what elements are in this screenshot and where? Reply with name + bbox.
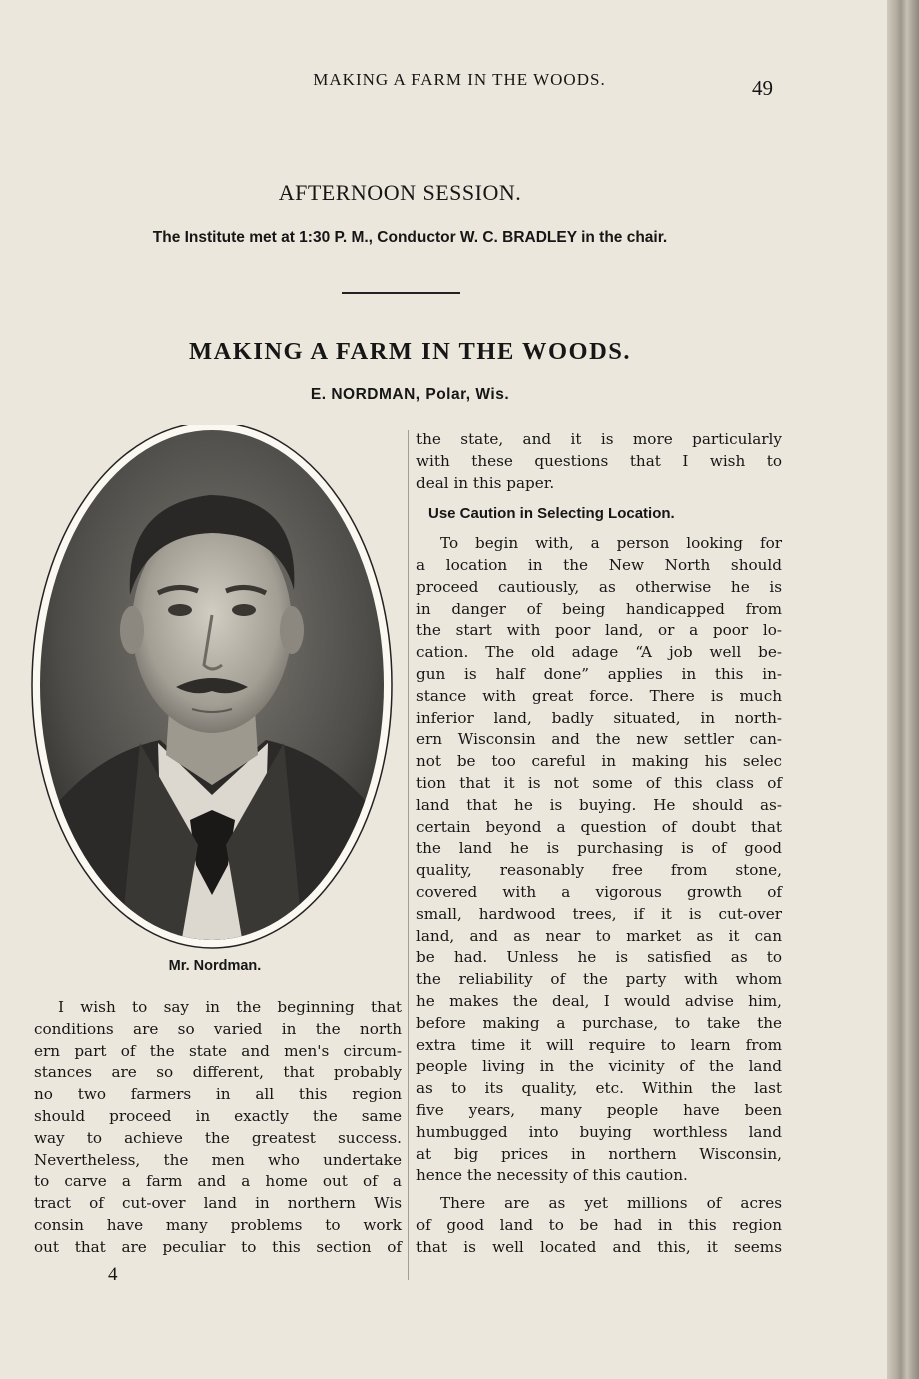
text-line: stance with great force. There is much bbox=[416, 686, 782, 705]
text-line: the reliability of the party with whom bbox=[416, 970, 782, 989]
text-line: he makes the deal, I would advise him, bbox=[416, 991, 782, 1010]
text-line: the state, and it is more particularly bbox=[416, 430, 782, 448]
text-line: humbugged into buying worthless land bbox=[416, 1122, 782, 1141]
portrait-photo bbox=[30, 425, 400, 950]
text-line: a location in the New North should bbox=[416, 555, 782, 574]
text-line: at big prices in northern Wisconsin, bbox=[416, 1144, 782, 1163]
text-line: people living in the vicinity of the land bbox=[416, 1057, 782, 1076]
text-line: to carve a farm and a home out of a bbox=[34, 1172, 402, 1191]
article-title: MAKING A FARM IN THE WOODS. bbox=[188, 338, 632, 365]
text-line: be had. Unless he is satisfied as to bbox=[416, 948, 782, 967]
section-rule bbox=[342, 292, 460, 294]
text-line: before making a purchase, to take the bbox=[416, 1013, 782, 1032]
right-column bbox=[416, 429, 782, 1258]
left-column bbox=[34, 997, 402, 1259]
text-line: the start with poor land, or a poor lo- bbox=[416, 621, 782, 640]
session-note: The Institute met at 1:30 P. M., Conductor W. C. BRADLEY in the chair. bbox=[152, 229, 668, 246]
text-line: inferior land, badly situated, in north- bbox=[416, 708, 782, 727]
text-line: consin have many problems to work bbox=[34, 1215, 402, 1234]
session-title: AFTERNOON SESSION. bbox=[278, 180, 522, 205]
text-line: stances are so different, that probably bbox=[34, 1063, 402, 1082]
text-line: with these questions that I wish to bbox=[416, 451, 782, 470]
running-head: MAKING A FARM IN THE WOODS. bbox=[313, 70, 606, 89]
signature-folio: 4 bbox=[108, 1264, 118, 1285]
text-line: deal in this paper. bbox=[416, 473, 555, 492]
text-line: in danger of being handicapped from bbox=[416, 599, 782, 618]
text-line: should proceed in exactly the same bbox=[34, 1106, 402, 1125]
text-line: out that are peculiar to this section of bbox=[34, 1237, 402, 1256]
text-line: covered with a vigorous growth of bbox=[416, 882, 782, 901]
text-line: proceed cautiously, as otherwise he is bbox=[416, 577, 782, 596]
byline: E. NORDMAN, Polar, Wis. bbox=[310, 386, 510, 403]
text-line: I wish to say in the beginning that bbox=[58, 998, 402, 1016]
text-line: five years, many people have been bbox=[416, 1100, 782, 1119]
text-line: way to achieve the greatest success. bbox=[34, 1128, 402, 1147]
text-line: the land he is purchasing is of good bbox=[416, 839, 782, 858]
text-line: quality, reasonably free from stone, bbox=[416, 861, 782, 880]
text-line: gun is half done” applies in this in- bbox=[416, 664, 782, 683]
text-line: tion that it is not some of this class of bbox=[416, 773, 782, 792]
text-line: ern part of the state and men's circum- bbox=[34, 1041, 402, 1060]
text-line: cation. The old adage “A job well be- bbox=[416, 643, 782, 662]
text-line: not be too careful in making his selec bbox=[416, 752, 782, 771]
text-line: hence the necessity of this caution. bbox=[416, 1166, 688, 1185]
page-edge bbox=[887, 0, 919, 1379]
text-line: of good land to be had in this region bbox=[416, 1215, 782, 1234]
text-line: There are as yet millions of acres bbox=[440, 1194, 782, 1213]
text-line: conditions are so varied in the north bbox=[34, 1019, 402, 1038]
text-line: Nevertheless, the men who undertake bbox=[34, 1150, 402, 1169]
text-line: as to its quality, etc. Within the last bbox=[416, 1079, 782, 1098]
column-divider bbox=[408, 430, 409, 1280]
page-number: 49 bbox=[752, 76, 773, 100]
text-line: ern Wisconsin and the new settler can- bbox=[416, 730, 782, 749]
text-line: that is well located and this, it seems bbox=[416, 1237, 782, 1256]
text-line: certain beyond a question of doubt that bbox=[416, 817, 782, 836]
text-line: no two farmers in all this region bbox=[34, 1085, 402, 1104]
text-line: land, and as near to market as it can bbox=[416, 926, 782, 945]
text-line: tract of cut-over land in northern Wis bbox=[34, 1194, 402, 1213]
section-subheading: Use Caution in Selecting Location. bbox=[428, 505, 675, 523]
text-line: To begin with, a person looking for bbox=[440, 534, 782, 553]
text-line: land that he is buying. He should as- bbox=[416, 795, 782, 814]
text-line: extra time it will require to learn from bbox=[416, 1035, 782, 1054]
text-line: small, hardwood trees, if it is cut-over bbox=[416, 904, 782, 923]
portrait-caption: Mr. Nordman. bbox=[168, 958, 262, 974]
